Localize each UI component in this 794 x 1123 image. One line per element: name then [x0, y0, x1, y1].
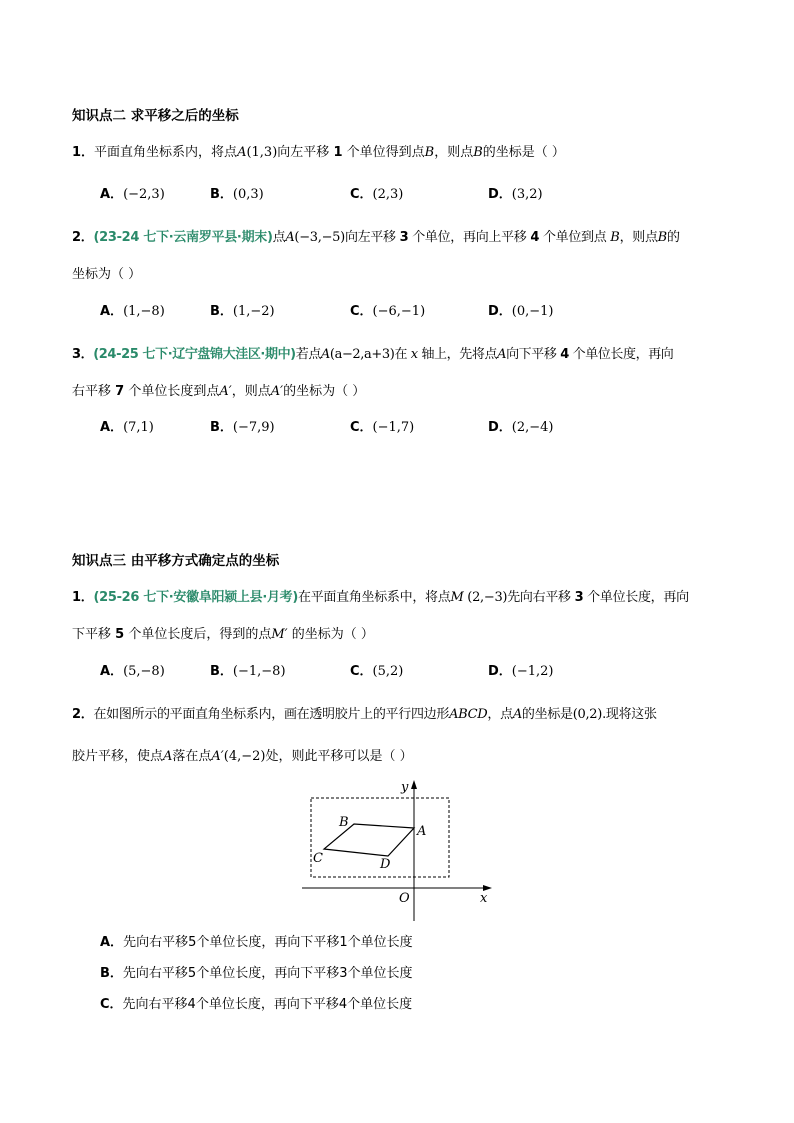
option-value: (−6,−1)	[372, 304, 426, 319]
option-label: A．	[100, 935, 124, 950]
option-label: C．	[100, 997, 123, 1012]
option-value: (1,−8)	[123, 304, 165, 319]
option-c[interactable]	[350, 183, 403, 202]
math-point: M′	[271, 627, 288, 642]
option-b[interactable]	[210, 416, 275, 435]
option-label: B．	[210, 420, 233, 435]
option-value: (−1,2)	[511, 664, 554, 679]
question-text: 处，则此平移可以是（ ）	[265, 749, 413, 764]
y-axis-arrow	[411, 780, 417, 789]
math-point: M	[450, 590, 464, 605]
option-label: A．	[100, 304, 124, 319]
math-point: A	[237, 145, 247, 160]
option-a[interactable]	[100, 416, 154, 435]
option-c[interactable]	[100, 993, 412, 1012]
option-value: (3,2)	[511, 187, 543, 202]
question-text: 点	[272, 230, 286, 245]
question-source: (23-24 七下·云南罗平县·期末)	[93, 230, 273, 245]
math-coord: (0,2)	[572, 707, 603, 722]
question-text: 坐标为（ ）	[72, 267, 142, 282]
option-label: D．	[488, 420, 512, 435]
option-b[interactable]	[210, 660, 286, 679]
option-label: A．	[100, 187, 124, 202]
math-point: A′	[270, 384, 284, 399]
option-label: A．	[100, 420, 124, 435]
question-text: 个单位长度到点	[128, 384, 220, 399]
number: 4	[560, 347, 569, 362]
question-3-line2	[72, 380, 365, 399]
option-value: 先向右平移5个单位长度，再向下平移3个单位长度	[122, 966, 413, 981]
option-value: (1,−2)	[232, 304, 275, 319]
math-coord: (−3,−5)	[294, 230, 345, 245]
label-d: D	[380, 857, 391, 872]
question-text: 的坐标为（ ）	[291, 627, 374, 642]
question-text: .现将这张	[602, 707, 657, 722]
question-text: ，点	[487, 707, 513, 722]
number: 4	[530, 230, 540, 245]
math-point: A	[163, 749, 173, 764]
question-text: 的坐标是（ ）	[482, 145, 565, 160]
math-point: B	[610, 230, 620, 245]
question-text: 个单位长度后，得到的点	[128, 627, 272, 642]
option-a[interactable]	[100, 660, 165, 679]
option-a[interactable]	[100, 300, 165, 319]
math-point: A	[497, 347, 507, 362]
option-value: (2,3)	[372, 187, 404, 202]
math-var: ABCD	[449, 707, 488, 722]
question-2	[72, 703, 657, 722]
question-number: 2．	[72, 230, 94, 245]
math-point: A	[320, 347, 330, 362]
question-number: 3．	[72, 347, 94, 362]
question-text: 平面直角坐标系内，将点	[94, 145, 238, 160]
section-title: 知识点三 由平移方式确定点的坐标	[72, 553, 280, 569]
option-a[interactable]	[100, 183, 165, 202]
option-label: D．	[488, 304, 512, 319]
question-text: 右平移	[72, 384, 112, 399]
parallelogram-abcd	[324, 824, 414, 856]
option-d[interactable]	[488, 660, 554, 679]
math-point: A	[512, 707, 522, 722]
question-source: (25-26 七下·安徽阜阳颍上县·月考)	[93, 590, 299, 605]
option-label: B．	[210, 304, 233, 319]
question-number: 1．	[72, 145, 95, 160]
option-value: (2,−4)	[511, 420, 554, 435]
option-a[interactable]	[100, 931, 413, 950]
question-number: 2．	[72, 707, 94, 722]
math-point: B	[473, 145, 483, 160]
question-number: 1．	[72, 590, 94, 605]
question-text: 个单位得到点	[346, 145, 425, 160]
option-value: (7,1)	[123, 420, 154, 435]
question-text: 在	[394, 347, 408, 362]
option-d[interactable]	[488, 183, 543, 202]
option-value: (−7,9)	[232, 420, 275, 435]
option-b[interactable]	[100, 962, 412, 981]
option-value: 先向右平移4个单位长度，再向下平移4个单位长度	[122, 997, 413, 1012]
question-text: 胶片平移，使点	[72, 749, 164, 764]
option-label: B．	[100, 966, 123, 981]
question-1-line2	[72, 623, 374, 642]
math-coord: (a−2,a+3)	[329, 347, 395, 362]
option-label: C．	[350, 304, 373, 319]
question-1	[72, 586, 689, 605]
question-source: (24-25 七下·辽宁盘锦大洼区·期中)	[93, 347, 296, 362]
option-label: A．	[100, 664, 124, 679]
question-3	[72, 343, 673, 362]
math-coord: (2,−3)	[467, 590, 508, 605]
option-value: 先向右平移5个单位长度，再向下平移1个单位长度	[123, 935, 413, 950]
option-value: (5,−8)	[123, 664, 165, 679]
label-a: A	[417, 824, 427, 839]
option-label: D．	[488, 664, 512, 679]
number: 3	[399, 230, 409, 245]
option-value: (5,2)	[372, 664, 404, 679]
option-b[interactable]	[210, 300, 275, 319]
question-text: ，则点	[231, 384, 271, 399]
question-text: 先向右平移	[507, 590, 571, 605]
option-value: (0,−1)	[511, 304, 554, 319]
label-b: B	[339, 815, 349, 830]
question-1	[72, 141, 565, 160]
option-d[interactable]	[488, 300, 554, 319]
option-label: D．	[488, 187, 512, 202]
question-text: 若点	[295, 347, 321, 362]
question-text: 个单位，再向上平移	[412, 230, 527, 245]
question-text: 向左平移	[344, 230, 396, 245]
option-c[interactable]	[350, 300, 425, 319]
question-text: 的坐标是	[521, 707, 573, 722]
question-text: 向左平移	[277, 145, 330, 160]
math-point: A′	[219, 384, 232, 399]
question-2-line2	[72, 745, 413, 764]
number: 1	[333, 145, 343, 160]
question-text: 个单位长度，再向	[587, 590, 689, 605]
option-value: (0,3)	[232, 187, 264, 202]
question-text: 的坐标为（ ）	[283, 384, 366, 399]
option-label: C．	[350, 664, 373, 679]
question-text: 轴上，先将点	[421, 347, 498, 362]
question-text: 个单位到点	[542, 230, 607, 245]
option-c[interactable]	[350, 416, 414, 435]
math-point: B	[424, 145, 435, 160]
option-value: (−2,3)	[123, 187, 165, 202]
question-text: ，则点	[434, 145, 474, 160]
question-2	[72, 226, 680, 245]
question-text: 的	[666, 230, 680, 245]
label-o: O	[399, 891, 410, 906]
math-point: A′	[211, 749, 224, 764]
option-d[interactable]	[488, 416, 554, 435]
option-label: C．	[350, 187, 373, 202]
coordinate-figure	[298, 775, 498, 925]
label-x: x	[480, 891, 488, 906]
math-coord: (4,−2)	[223, 749, 266, 764]
question-text: 个单位长度，再向	[572, 347, 674, 362]
math-coord: (1,3)	[246, 145, 278, 160]
option-value: (−1,−8)	[232, 664, 286, 679]
option-label: B．	[210, 187, 233, 202]
label-y: y	[401, 780, 409, 795]
number: 7	[115, 384, 125, 399]
question-text: 向下平移	[506, 347, 557, 362]
math-point: B	[657, 230, 667, 245]
label-c: C	[313, 851, 323, 866]
option-c[interactable]	[350, 660, 403, 679]
section-title: 知识点二 求平移之后的坐标	[72, 108, 239, 124]
question-text: 在平面直角坐标系中，将点	[298, 590, 451, 605]
question-text: 落在点	[172, 749, 212, 764]
math-var: x	[410, 347, 418, 362]
math-point: A	[285, 230, 295, 245]
number: 5	[115, 627, 125, 642]
option-label: C．	[350, 420, 373, 435]
question-text: ，则点	[619, 230, 658, 245]
question-text: 在如图所示的平面直角坐标系内，画在透明胶片上的平行四边形	[93, 707, 450, 722]
option-label: B．	[210, 664, 233, 679]
number: 3	[574, 590, 584, 605]
question-text: 下平移	[72, 627, 112, 642]
option-b[interactable]	[210, 183, 264, 202]
option-value: (−1,7)	[372, 420, 415, 435]
